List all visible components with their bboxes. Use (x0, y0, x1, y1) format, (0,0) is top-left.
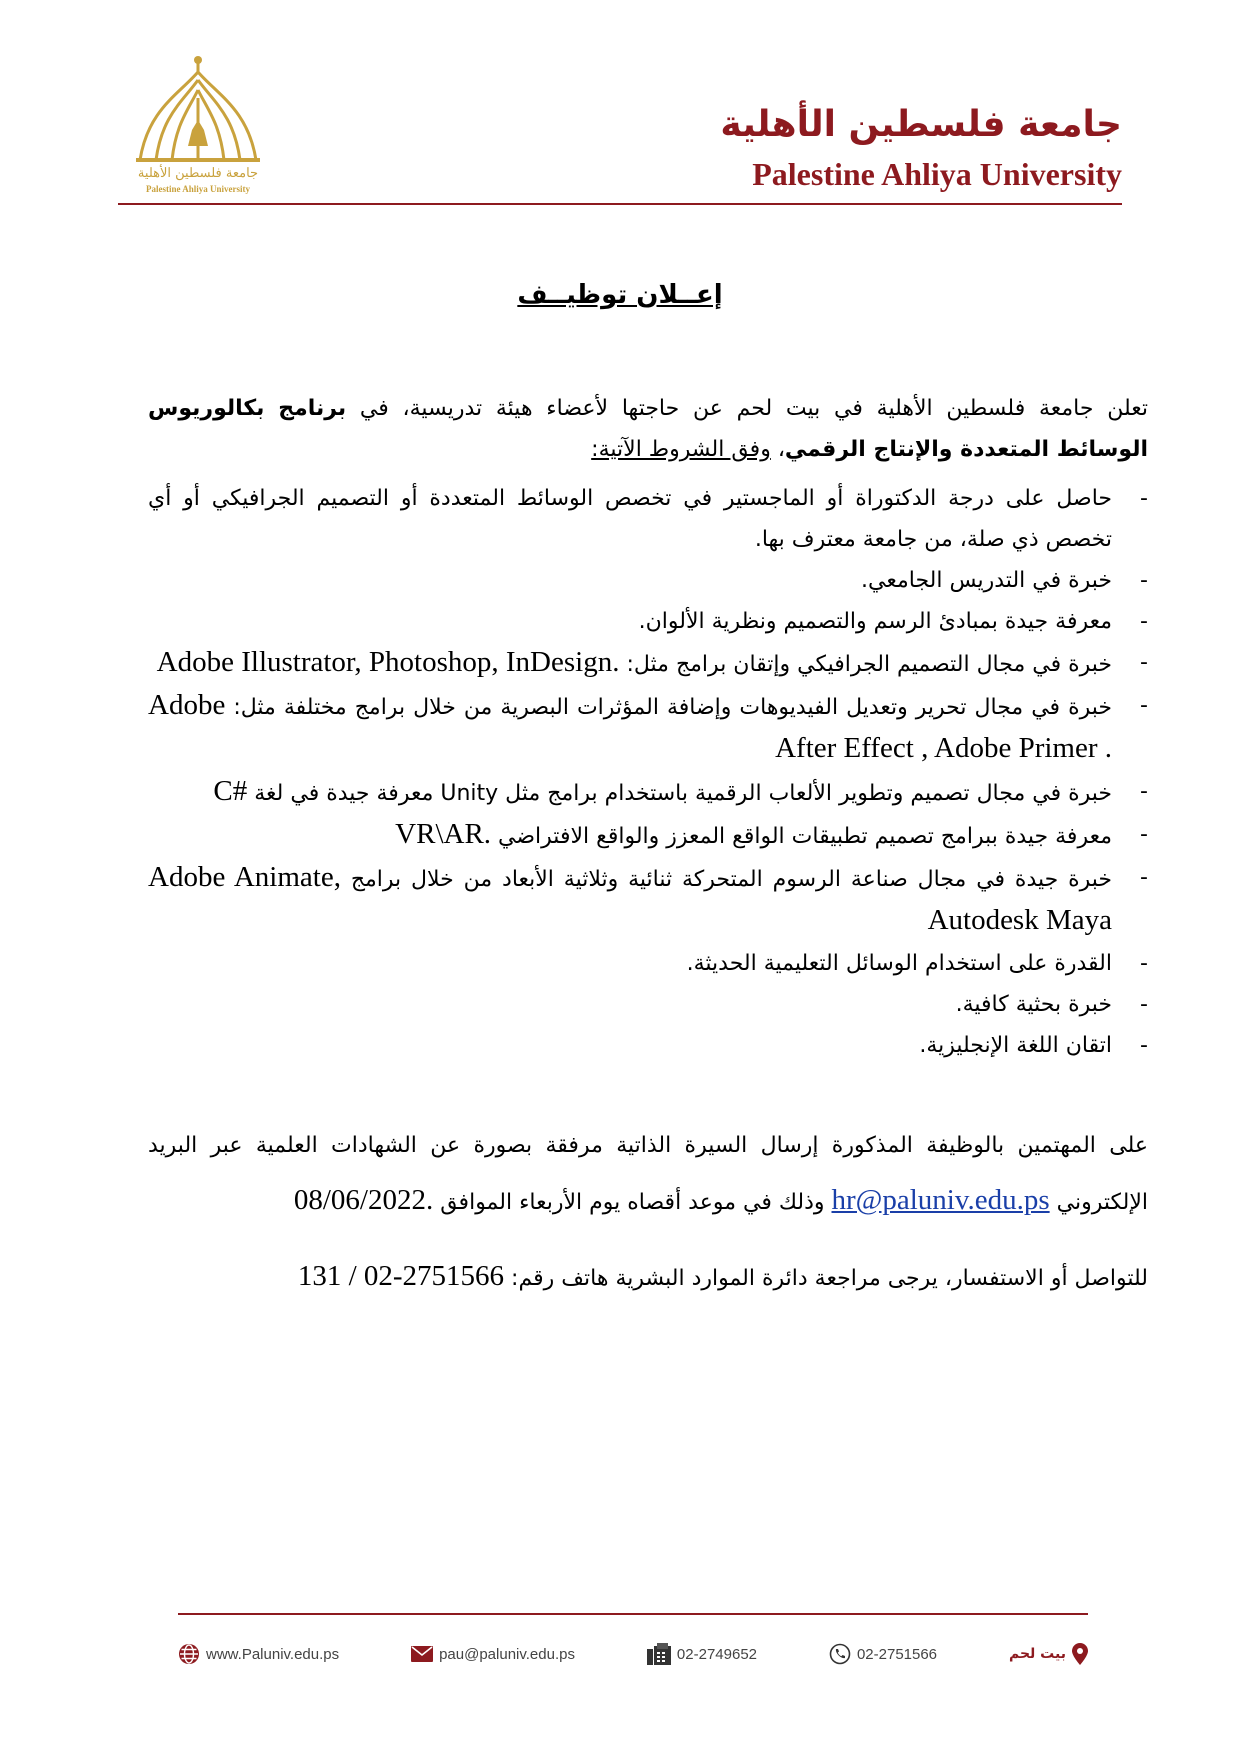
technology-names: VR\AR. (395, 818, 492, 850)
list-item (148, 814, 1112, 857)
footer-location (1009, 1643, 1088, 1665)
footer-fax (647, 1643, 757, 1665)
list-item (148, 857, 1112, 943)
footer-divider (178, 1613, 1088, 1615)
requirement-text: اتقان اللغة الإنجليزية. (919, 1033, 1112, 1058)
hr-email-link[interactable]: hr@paluniv.edu.ps (831, 1184, 1050, 1216)
list-item (148, 685, 1112, 771)
contact-paragraph (148, 1256, 1148, 1299)
logo-caption-en: Palestine Ahliya University (146, 184, 250, 194)
footer-website[interactable] (178, 1643, 339, 1665)
contact-separator: / (341, 1260, 364, 1292)
intro-text: تعلن جامعة فلسطين الأهلية في بيت لحم عن حاجتها لأعضاء هيئة تدريسية، في (346, 396, 1149, 421)
software-names: Adobe Illustrator, Photoshop, InDesign. (156, 646, 620, 678)
list-item (148, 560, 1112, 601)
application-paragraph (148, 1118, 1148, 1230)
requirement-text: خبرة في مجال تصميم وتطوير الألعاب الرقمية باستخدام برامج مثل Unity معرفة جيدة في لغة (247, 781, 1112, 806)
list-item (148, 642, 1112, 685)
deadline-text: وذلك في موعد أقصاه يوم الأربعاء الموافق (433, 1190, 832, 1215)
location-pin-icon (1072, 1643, 1088, 1665)
intro-separator: ، (770, 437, 785, 462)
intro-paragraph (148, 388, 1148, 470)
university-name-ar: جامعة فلسطين الأهلية (720, 104, 1122, 145)
requirement-text: القدرة على استخدام الوسائل التعليمية الحديثة. (686, 951, 1112, 976)
requirements-list (148, 478, 1148, 1066)
university-name-en: Palestine Ahliya University (752, 156, 1122, 192)
list-item (148, 771, 1112, 814)
phone-icon (829, 1643, 851, 1665)
footer-phone[interactable] (829, 1643, 937, 1665)
footer-contact-bar (178, 1640, 1088, 1668)
footer-email[interactable] (411, 1646, 575, 1663)
requirement-text: خبرة بحثية كافية. (955, 992, 1112, 1017)
list-item (148, 601, 1112, 642)
footer-website-text: www.Paluniv.edu.ps (206, 1645, 340, 1663)
list-item (148, 478, 1112, 560)
language-name: C# (213, 775, 248, 807)
header-divider (118, 203, 1122, 205)
conditions-label: وفق الشروط الآتية: (591, 437, 771, 462)
requirement-text: معرفة جيدة ببرامج تصميم تطبيقات الواقع المعزز والواقع الافتراضي (491, 824, 1112, 849)
announcement-body (148, 388, 1148, 1299)
footer-email-text: pau@paluniv.edu.ps (439, 1645, 575, 1663)
requirement-text: خبرة في التدريس الجامعي. (861, 568, 1112, 593)
envelope-icon (411, 1646, 433, 1662)
list-item (148, 943, 1112, 984)
contact-extension: 131 (297, 1260, 342, 1292)
software-names: Adobe After Effect , Adobe Primer . (148, 689, 1112, 764)
footer-phone-text: 02-2751566 (856, 1645, 938, 1663)
application-text: على المهتمين بالوظيفة المذكورة إرسال السيرة الذاتية مرفقة بصورة عن الشهادات العلمية عبر البريد الإلكتروني (148, 1133, 1148, 1215)
requirement-text: خبرة جيدة في مجال صناعة الرسوم المتحركة ثنائية وثلاثية الأبعاد من خلال برامج (340, 867, 1113, 892)
requirement-text: معرفة جيدة بمبادئ الرسم والتصميم ونظرية الألوان. (638, 609, 1112, 634)
footer-location-text: بيت لحم (1008, 1646, 1066, 1662)
requirement-text: خبرة في مجال تحرير وتعديل الفيديوهات وإضافة المؤثرات البصرية من خلال برامج مختلفة مثل: (225, 695, 1112, 720)
contact-text: للتواصل أو الاستفسار، يرجى مراجعة دائرة الموارد البشرية هاتف رقم: (504, 1266, 1148, 1291)
software-names: Adobe Animate, Autodesk Maya (148, 861, 1112, 936)
footer-fax-text: 02-2749652 (676, 1645, 757, 1663)
deadline-date: 08/06/2022. (293, 1184, 434, 1216)
list-item (148, 984, 1112, 1025)
globe-icon (178, 1643, 200, 1665)
requirement-text: خبرة في مجال التصميم الجرافيكي وإتقان برامج مثل: (619, 652, 1112, 677)
program-label: برنامج (278, 396, 347, 421)
logo-caption-ar: جامعة فلسطين الأهلية (137, 166, 259, 181)
requirement-text: حاصل على درجة الدكتوراة أو الماجستير في تخصص الوسائط المتعددة أو التصميم الجرافيكي أو أي تخصص ذي صلة، من جامعة معترف بها. (148, 486, 1112, 552)
contact-phone: 02-2751566 (363, 1260, 505, 1292)
announcement-title: إعــلان توظيــف (517, 280, 723, 310)
program-name: بكالوريوس الوسائط المتعددة والإنتاج الرقمي (148, 396, 1148, 462)
fax-icon (647, 1643, 671, 1665)
list-item (148, 1025, 1112, 1066)
